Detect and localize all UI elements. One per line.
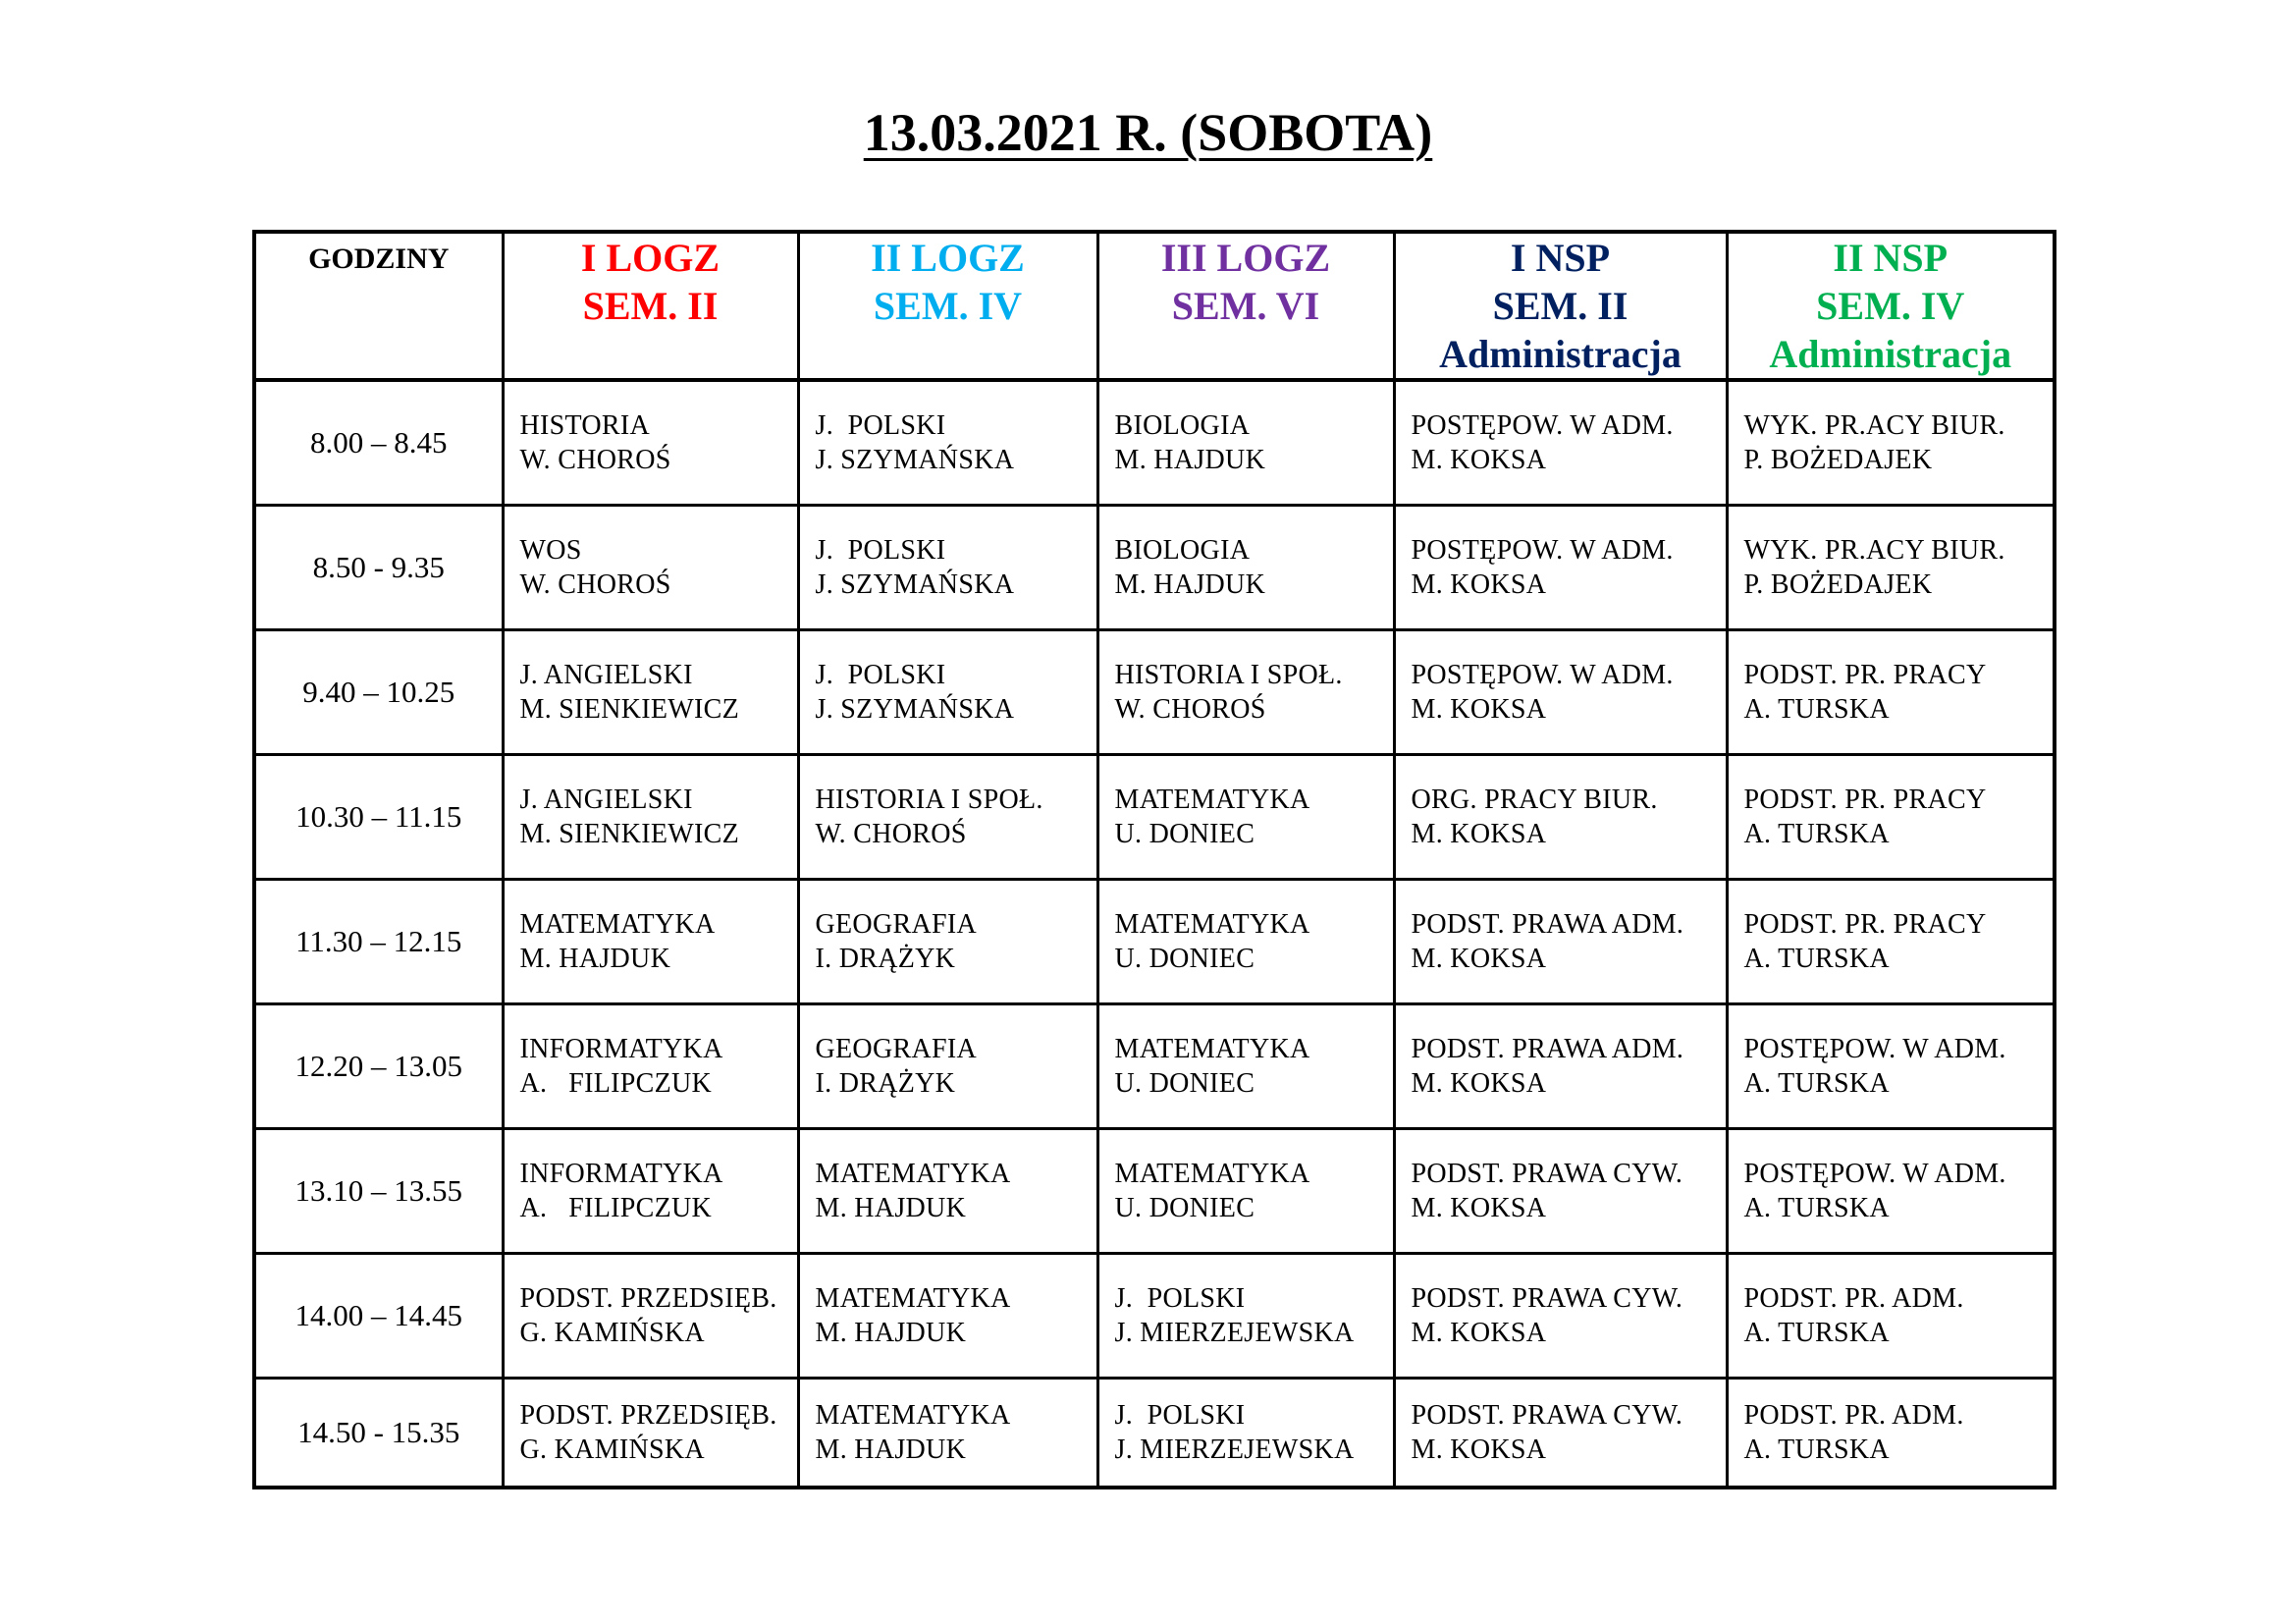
lesson-cell xyxy=(798,1004,1097,1129)
lesson-teacher: A. TURSKA xyxy=(1743,944,1890,974)
lesson-subject: PODST. PR. ADM. xyxy=(1743,1283,1964,1314)
lesson-teacher: M. KOKSA xyxy=(1411,944,1547,974)
hours-cell: 9.40 – 10.25 xyxy=(254,630,503,755)
lesson-subject: PODST. PRZEDSIĘB. xyxy=(519,1400,777,1431)
lesson-subject: PODST. PRAWA ADM. xyxy=(1411,1034,1684,1064)
lesson-cell xyxy=(1097,506,1394,630)
hours-cell: 8.00 – 8.45 xyxy=(254,380,503,506)
lesson-subject: POSTĘPOW. W ADM. xyxy=(1743,1159,2006,1189)
lesson-subject: PODST. PRZEDSIĘB. xyxy=(519,1283,777,1314)
lesson-teacher: M. SIENKIEWICZ xyxy=(519,694,739,725)
lesson-teacher: P. BOŻEDAJEK xyxy=(1743,445,1933,475)
lesson-cell xyxy=(503,1254,798,1379)
lesson-subject: POSTĘPOW. W ADM. xyxy=(1411,410,1674,441)
lesson-subject: PODST. PRAWA CYW. xyxy=(1411,1283,1683,1314)
lesson-teacher: M. HAJDUK xyxy=(1114,569,1266,600)
lesson-cell xyxy=(1097,630,1394,755)
table-row xyxy=(254,630,2055,755)
lesson-teacher: W. CHOROŚ xyxy=(815,819,967,849)
class-column-header xyxy=(1727,232,2055,380)
lesson-subject: WOS xyxy=(519,535,582,566)
lesson-subject: HISTORIA xyxy=(519,410,651,441)
lesson-subject: J. ANGIELSKI xyxy=(519,660,693,690)
lesson-subject: MATEMATYKA xyxy=(815,1283,1011,1314)
lesson-teacher: A. TURSKA xyxy=(1743,694,1890,725)
class-column-header xyxy=(1394,232,1727,380)
lesson-cell xyxy=(503,880,798,1004)
lesson-teacher: I. DRĄŻYK xyxy=(815,944,956,974)
class-header-line: III LOGZ xyxy=(1160,236,1331,280)
schedule-header xyxy=(254,232,2055,380)
hours-cell: 12.20 – 13.05 xyxy=(254,1004,503,1129)
lesson-cell xyxy=(798,506,1097,630)
lesson-cell xyxy=(1394,1254,1727,1379)
lesson-subject: HISTORIA I SPOŁ. xyxy=(815,785,1043,815)
lesson-subject: MATEMATYKA xyxy=(1114,1159,1310,1189)
lesson-cell xyxy=(1097,1379,1394,1489)
class-header-line: SEM. IV xyxy=(873,284,1023,328)
table-row xyxy=(254,1254,2055,1379)
lesson-cell xyxy=(1727,755,2055,880)
lesson-teacher: I. DRĄŻYK xyxy=(815,1068,956,1099)
lesson-teacher: M. HAJDUK xyxy=(815,1435,967,1465)
lesson-cell xyxy=(503,630,798,755)
table-row xyxy=(254,1379,2055,1489)
lesson-teacher: M. KOKSA xyxy=(1411,1193,1547,1223)
lesson-teacher: M. KOKSA xyxy=(1411,1435,1547,1465)
lesson-cell xyxy=(1097,880,1394,1004)
lesson-subject: PODST. PRAWA CYW. xyxy=(1411,1400,1683,1431)
class-header-line: II LOGZ xyxy=(871,236,1025,280)
lesson-subject: POSTĘPOW. W ADM. xyxy=(1743,1034,2006,1064)
lesson-teacher: M. HAJDUK xyxy=(1114,445,1266,475)
lesson-cell xyxy=(1394,1129,1727,1254)
lesson-cell xyxy=(1394,380,1727,506)
lesson-subject: PODST. PRAWA CYW. xyxy=(1411,1159,1683,1189)
class-column-header xyxy=(503,232,798,380)
lesson-teacher: M. KOKSA xyxy=(1411,445,1547,475)
lesson-subject: POSTĘPOW. W ADM. xyxy=(1411,660,1674,690)
lesson-subject: MATEMATYKA xyxy=(815,1400,1011,1431)
lesson-cell xyxy=(1394,506,1727,630)
lesson-cell xyxy=(798,880,1097,1004)
lesson-cell xyxy=(1727,880,2055,1004)
hours-cell: 11.30 – 12.15 xyxy=(254,880,503,1004)
hours-cell: 13.10 – 13.55 xyxy=(254,1129,503,1254)
table-row xyxy=(254,380,2055,506)
lesson-teacher: A. FILIPCZUK xyxy=(519,1193,713,1223)
lesson-cell xyxy=(1097,755,1394,880)
lesson-cell xyxy=(1097,1254,1394,1379)
schedule-body xyxy=(254,380,2055,1488)
lesson-cell xyxy=(1727,380,2055,506)
lesson-subject: INFORMATYKA xyxy=(519,1034,723,1064)
lesson-teacher: A. TURSKA xyxy=(1743,1068,1890,1099)
hours-cell: 8.50 - 9.35 xyxy=(254,506,503,630)
table-row xyxy=(254,1129,2055,1254)
lesson-subject: WYK. PR.ACY BIUR. xyxy=(1743,535,2005,566)
lesson-subject: GEOGRAFIA xyxy=(815,909,977,940)
lesson-cell xyxy=(503,1379,798,1489)
lesson-subject: MATEMATYKA xyxy=(1114,1034,1310,1064)
lesson-teacher: J. SZYMAŃSKA xyxy=(815,569,1015,600)
page-title-text: 13.03.2021 R. (SOBOTA) xyxy=(863,103,1433,162)
lesson-cell xyxy=(503,380,798,506)
lesson-subject: INFORMATYKA xyxy=(519,1159,723,1189)
class-header-line: II NSP xyxy=(1833,236,1949,280)
hours-header-label: GODZINY xyxy=(308,243,450,275)
lesson-subject: J. POLSKI xyxy=(815,660,946,690)
lesson-subject: J. POLSKI xyxy=(815,410,946,441)
lesson-teacher: A. TURSKA xyxy=(1743,1435,1890,1465)
lesson-teacher: W. CHOROŚ xyxy=(519,569,671,600)
lesson-cell xyxy=(1394,1004,1727,1129)
lesson-cell xyxy=(798,755,1097,880)
lesson-teacher: A. TURSKA xyxy=(1743,1318,1890,1348)
lesson-teacher: M. KOKSA xyxy=(1411,694,1547,725)
lesson-subject: PODST. PR. PRACY xyxy=(1743,785,1987,815)
lesson-subject: MATEMATYKA xyxy=(1114,785,1310,815)
lesson-cell xyxy=(1727,1129,2055,1254)
lesson-teacher: G. KAMIŃSKA xyxy=(519,1435,705,1465)
lesson-teacher: A. FILIPCZUK xyxy=(519,1068,713,1099)
hours-column-header xyxy=(254,232,503,380)
lesson-subject: WYK. PR.ACY BIUR. xyxy=(1743,410,2005,441)
lesson-cell xyxy=(1727,1004,2055,1129)
lesson-subject: BIOLOGIA xyxy=(1114,410,1251,441)
lesson-cell xyxy=(1727,506,2055,630)
lesson-subject: J. POLSKI xyxy=(815,535,946,566)
class-header-line: I LOGZ xyxy=(580,236,721,280)
lesson-subject: J. POLSKI xyxy=(1114,1400,1246,1431)
lesson-subject: MATEMATYKA xyxy=(815,1159,1011,1189)
class-header-line: SEM. II xyxy=(582,284,719,328)
hours-cell: 10.30 – 11.15 xyxy=(254,755,503,880)
hours-cell: 14.50 - 15.35 xyxy=(254,1379,503,1489)
lesson-subject: GEOGRAFIA xyxy=(815,1034,977,1064)
lesson-teacher: P. BOŻEDAJEK xyxy=(1743,569,1933,600)
lesson-subject: MATEMATYKA xyxy=(519,909,716,940)
lesson-cell xyxy=(798,380,1097,506)
lesson-teacher: M. KOKSA xyxy=(1411,569,1547,600)
lesson-teacher: A. TURSKA xyxy=(1743,819,1890,849)
lesson-cell xyxy=(1394,880,1727,1004)
lesson-teacher: U. DONIEC xyxy=(1114,819,1255,849)
table-row xyxy=(254,880,2055,1004)
lesson-teacher: M. HAJDUK xyxy=(815,1193,967,1223)
class-column-header xyxy=(1097,232,1394,380)
lesson-cell xyxy=(798,630,1097,755)
lesson-cell xyxy=(798,1379,1097,1489)
lesson-cell xyxy=(1394,630,1727,755)
lesson-teacher: J. SZYMAŃSKA xyxy=(815,694,1015,725)
lesson-subject: POSTĘPOW. W ADM. xyxy=(1411,535,1674,566)
lesson-teacher: J. MIERZEJEWSKA xyxy=(1114,1435,1355,1465)
page-title xyxy=(0,98,2296,167)
lesson-cell xyxy=(798,1129,1097,1254)
class-header-line: Administracja xyxy=(1439,332,1682,376)
class-header-line: SEM. VI xyxy=(1171,284,1320,328)
lesson-cell xyxy=(1097,1004,1394,1129)
lesson-cell xyxy=(1394,755,1727,880)
lesson-cell xyxy=(1097,380,1394,506)
lesson-cell xyxy=(1727,1254,2055,1379)
class-header-line: Administracja xyxy=(1769,332,2012,376)
class-header-line: I NSP xyxy=(1510,236,1611,280)
table-row xyxy=(254,506,2055,630)
lesson-subject: PODST. PR. PRACY xyxy=(1743,660,1987,690)
lesson-cell xyxy=(503,1004,798,1129)
lesson-subject: J. POLSKI xyxy=(1114,1283,1246,1314)
header-row xyxy=(254,232,2055,380)
lesson-teacher: J. MIERZEJEWSKA xyxy=(1114,1318,1355,1348)
lesson-teacher: W. CHOROŚ xyxy=(519,445,671,475)
hours-cell: 14.00 – 14.45 xyxy=(254,1254,503,1379)
lesson-teacher: J. SZYMAŃSKA xyxy=(815,445,1015,475)
lesson-cell xyxy=(503,1129,798,1254)
lesson-teacher: M. KOKSA xyxy=(1411,819,1547,849)
lesson-teacher: U. DONIEC xyxy=(1114,1068,1255,1099)
lesson-cell xyxy=(798,1254,1097,1379)
class-column-header xyxy=(798,232,1097,380)
lesson-subject: PODST. PR. PRACY xyxy=(1743,909,1987,940)
lesson-teacher: G. KAMIŃSKA xyxy=(519,1318,705,1348)
class-header-line: SEM. II xyxy=(1492,284,1629,328)
lesson-teacher: A. TURSKA xyxy=(1743,1193,1890,1223)
lesson-teacher: M. KOKSA xyxy=(1411,1068,1547,1099)
lesson-cell xyxy=(1727,630,2055,755)
schedule-table xyxy=(252,230,2056,1489)
lesson-teacher: W. CHOROŚ xyxy=(1114,694,1266,725)
table-row xyxy=(254,1004,2055,1129)
lesson-cell xyxy=(503,755,798,880)
lesson-teacher: M. HAJDUK xyxy=(815,1318,967,1348)
lesson-subject: HISTORIA I SPOŁ. xyxy=(1114,660,1343,690)
table-row xyxy=(254,755,2055,880)
lesson-subject: J. ANGIELSKI xyxy=(519,785,693,815)
lesson-teacher: M. KOKSA xyxy=(1411,1318,1547,1348)
lesson-subject: BIOLOGIA xyxy=(1114,535,1251,566)
lesson-subject: MATEMATYKA xyxy=(1114,909,1310,940)
lesson-cell xyxy=(1394,1379,1727,1489)
lesson-teacher: U. DONIEC xyxy=(1114,944,1255,974)
lesson-teacher: U. DONIEC xyxy=(1114,1193,1255,1223)
lesson-cell xyxy=(1097,1129,1394,1254)
lesson-cell xyxy=(1727,1379,2055,1489)
lesson-teacher: M. SIENKIEWICZ xyxy=(519,819,739,849)
class-header-line: SEM. IV xyxy=(1816,284,1965,328)
lesson-cell xyxy=(503,506,798,630)
lesson-subject: ORG. PRACY BIUR. xyxy=(1411,785,1658,815)
lesson-subject: PODST. PRAWA ADM. xyxy=(1411,909,1684,940)
lesson-teacher: M. HAJDUK xyxy=(519,944,671,974)
lesson-subject: PODST. PR. ADM. xyxy=(1743,1400,1964,1431)
